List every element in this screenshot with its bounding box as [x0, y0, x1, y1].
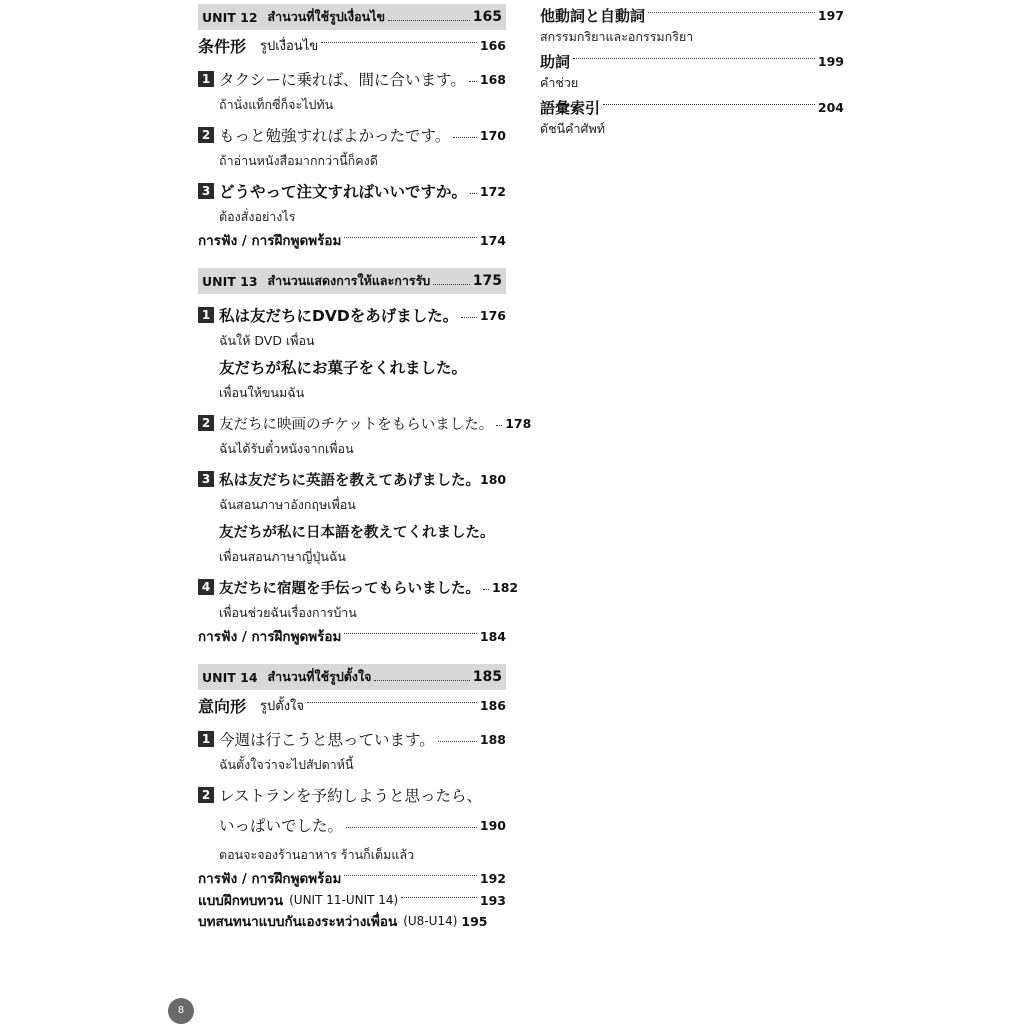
- unit-title: สำนวนที่ใช้รูปเงื่อนไข: [267, 9, 386, 24]
- lesson-entry[interactable]: [198, 724, 506, 776]
- toc-left-column: [198, 4, 532, 932]
- appendix-kanji: 語彙索引: [540, 98, 601, 117]
- lesson-number: 2: [198, 787, 214, 803]
- lesson-entry[interactable]: [198, 120, 506, 172]
- unit-header[interactable]: [198, 4, 506, 30]
- leader-dots: [344, 633, 477, 634]
- unit-id: UNIT 12: [202, 9, 258, 25]
- lesson-page: 188: [479, 731, 506, 747]
- lesson-number: 1: [198, 307, 214, 323]
- lesson-japanese-alt: 友だちが私に日本語を教えてくれました。: [219, 524, 495, 541]
- lesson-number: 1: [198, 71, 214, 87]
- lesson-entry[interactable]: [198, 780, 506, 866]
- review-label: แบบฝึกทบทวน: [198, 893, 284, 909]
- leader-dots: [344, 237, 477, 238]
- leader-dots: [453, 137, 477, 138]
- conversation-entry[interactable]: [198, 910, 506, 932]
- lesson-page: 172: [479, 183, 506, 199]
- leader-dots: [307, 702, 477, 703]
- practice-page: 192: [479, 870, 506, 886]
- leader-dots: [573, 58, 815, 59]
- lesson-japanese: 私は友だちにDVDをあげました。: [219, 307, 459, 325]
- practice-label: การฟัง / การฝึกพูดพร้อม: [198, 233, 342, 249]
- lesson-japanese: 友だちに宿題を手伝ってもらいました。: [219, 580, 480, 597]
- lesson-entry[interactable]: [198, 408, 532, 460]
- lesson-page: 170: [479, 127, 506, 143]
- practice-page: 184: [479, 628, 506, 644]
- lesson-thai: ฉันตั้งใจว่าจะไปสัปดาห์นี้: [219, 757, 354, 772]
- leader-dots: [648, 12, 815, 13]
- lesson-thai: ต้องสั่งอย่างไร: [219, 209, 296, 224]
- lesson-number: 2: [198, 415, 214, 431]
- leader-dots: [401, 897, 477, 898]
- leader-dots: [374, 680, 469, 681]
- review-page: 193: [479, 892, 506, 908]
- lesson-entry[interactable]: [198, 572, 519, 624]
- lesson-thai: ฉันให้ DVD เพื่อน: [219, 333, 315, 348]
- leader-dots: [461, 317, 477, 318]
- lesson-japanese: 私は友だちに英語を教えてあげました。: [219, 472, 480, 489]
- grammar-page: 166: [479, 37, 506, 53]
- lesson-thai-alt: เพื่อนสอนภาษาญี่ปุ่นฉัน: [219, 549, 346, 564]
- lesson-entry[interactable]: [198, 64, 506, 116]
- conversation-page: 195: [461, 913, 488, 929]
- unit-header[interactable]: [198, 664, 506, 690]
- grammar-thai: รูปตั้งใจ: [260, 698, 305, 714]
- lesson-thai-alt: เพื่อนให้ขนมฉัน: [219, 385, 305, 400]
- appendix-entry[interactable]: [540, 50, 844, 96]
- grammar-thai: รูปเงื่อนไข: [260, 38, 319, 54]
- appendix-kanji: 他動詞と自動詞: [540, 6, 646, 25]
- lesson-number: 4: [198, 579, 214, 595]
- unit-12-section: [198, 4, 506, 252]
- lesson-thai: ถ้านั่งแท็กซี่ก็จะไปทัน: [219, 97, 334, 112]
- unit-page: 185: [472, 669, 502, 685]
- unit-id: UNIT 14: [202, 669, 258, 685]
- lesson-entry[interactable]: [198, 464, 506, 568]
- lesson-page: 178: [505, 415, 532, 431]
- unit-title: สำนวนแสดงการให้และการรับ: [267, 273, 431, 288]
- leader-dots: [346, 827, 477, 828]
- appendix-thai: คำช่วย: [540, 75, 579, 90]
- lesson-number: 1: [198, 731, 214, 747]
- leader-dots: [496, 425, 502, 426]
- practice-entry[interactable]: [198, 228, 506, 252]
- leader-dots: [433, 284, 470, 285]
- grammar-entry[interactable]: [198, 30, 506, 60]
- page-number-badge: 8: [168, 998, 194, 1024]
- conversation-range: (U8-U14): [403, 914, 458, 928]
- practice-label: การฟัง / การฝึกพูดพร้อม: [198, 629, 342, 645]
- unit-page: 175: [472, 273, 502, 289]
- lesson-number: 2: [198, 127, 214, 143]
- lesson-thai: เพื่อนช่วยฉันเรื่องการบ้าน: [219, 605, 357, 620]
- appendix-page: 204: [817, 99, 844, 115]
- grammar-entry[interactable]: [198, 690, 506, 720]
- lesson-page: 190: [479, 817, 506, 833]
- leader-dots: [470, 193, 477, 194]
- leader-dots: [438, 741, 477, 742]
- practice-entry[interactable]: [198, 624, 506, 648]
- lesson-japanese: どうやって注文すればいいですか。: [219, 183, 468, 201]
- review-entry[interactable]: [198, 890, 506, 910]
- leader-dots: [344, 875, 477, 876]
- appendix-entry[interactable]: [540, 96, 844, 142]
- toc-right-column: [540, 4, 844, 142]
- lesson-page: 182: [492, 579, 519, 595]
- leader-dots: [483, 589, 489, 590]
- leader-dots: [388, 20, 470, 21]
- leader-dots: [321, 42, 477, 43]
- lesson-japanese: タクシーに乗れば、間に合います。: [219, 71, 466, 89]
- unit-header[interactable]: [198, 268, 506, 294]
- lesson-japanese: 友だちに映画のチケットをもらいました。: [219, 416, 494, 433]
- appendix-kanji: 助詞: [540, 52, 571, 71]
- lesson-number: 3: [198, 471, 214, 487]
- practice-entry[interactable]: [198, 866, 506, 890]
- practice-page: 174: [479, 232, 506, 248]
- lesson-entry[interactable]: [198, 300, 506, 404]
- lesson-japanese: もっと勉強すればよかったです。: [219, 127, 451, 145]
- appendix-entry[interactable]: [540, 4, 844, 50]
- lesson-japanese: レストランを予約しようと思ったら、: [219, 787, 483, 805]
- appendix-page: 199: [817, 53, 844, 69]
- conversation-label: บทสนทนาแบบกันเองระหว่างเพื่อน: [198, 914, 398, 930]
- leader-dots: [603, 104, 815, 105]
- grammar-page: 186: [479, 697, 506, 713]
- unit-title: สำนวนที่ใช้รูปตั้งใจ: [267, 669, 372, 684]
- appendix-thai: ดัชนีคำศัพท์: [540, 121, 605, 136]
- leader-dots: [469, 81, 477, 82]
- appendix-page: 197: [817, 7, 844, 23]
- lesson-page: 180: [480, 471, 507, 487]
- lesson-page: 176: [479, 307, 506, 323]
- lesson-thai: ฉันสอนภาษาอังกฤษเพื่อน: [219, 497, 356, 512]
- appendix-thai: สกรรมกริยาและอกรรมกริยา: [540, 29, 694, 44]
- unit-13-section: [198, 268, 532, 648]
- unit-14-section: [198, 664, 506, 932]
- lesson-thai: ตอนจะจองร้านอาหาร ร้านก็เต็มแล้ว: [219, 847, 415, 862]
- lesson-page: 168: [479, 71, 506, 87]
- unit-id: UNIT 13: [202, 273, 258, 289]
- grammar-kanji: 意向形: [198, 696, 247, 716]
- grammar-kanji: 条件形: [198, 36, 247, 56]
- lesson-thai: ฉันได้รับตั๋วหนังจากเพื่อน: [219, 441, 354, 456]
- unit-page: 165: [472, 9, 502, 25]
- practice-label: การฟัง / การฝึกพูดพร้อม: [198, 871, 342, 887]
- review-range: (UNIT 11-UNIT 14): [289, 893, 399, 907]
- lesson-thai: ถ้าอ่านหนังสือมากกว่านี้ก็คงดี: [219, 153, 378, 168]
- lesson-japanese-alt: 友だちが私にお菓子をくれました。: [219, 359, 468, 377]
- lesson-number: 3: [198, 183, 214, 199]
- lesson-japanese-cont: いっぱいでした。: [219, 817, 344, 835]
- lesson-entry[interactable]: [198, 176, 506, 228]
- lesson-japanese: 今週は行こうと思っています。: [219, 731, 435, 749]
